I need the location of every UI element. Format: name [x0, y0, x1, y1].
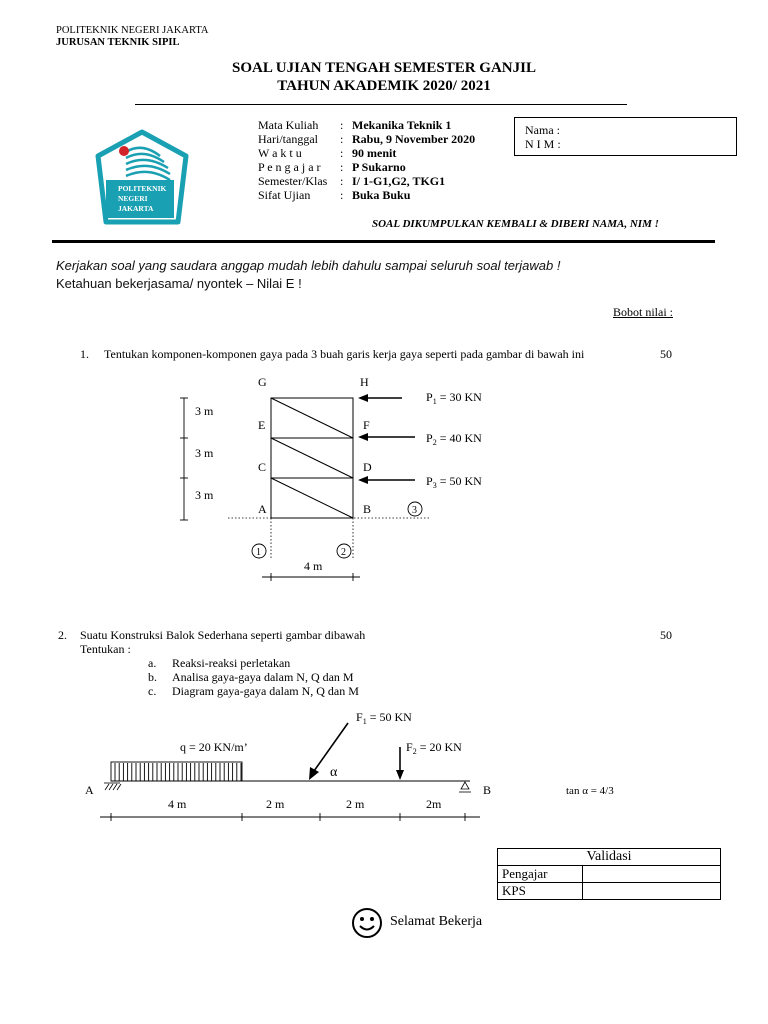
exam-info-label: Sifat Ujian	[258, 188, 311, 202]
marker-1: 1	[256, 547, 261, 558]
q2-prompt: Tentukan :	[80, 642, 131, 656]
submission-note: SOAL DIKUMPULKAN KEMBALI & DIBERI NAMA, NIM !	[372, 218, 659, 230]
q2-item-b-marker: b.	[148, 670, 157, 684]
exam-info-row	[258, 188, 410, 202]
q2-item-c: Diagram gaya-gaya dalam N, Q dan M	[172, 684, 359, 698]
dim-v-1: 3 m	[195, 404, 214, 418]
instruction-line-1: Kerjakan soal yang saudara anggap mudah lebih dahulu sampai seluruh soal terjawab !	[56, 258, 561, 273]
header-divider	[52, 240, 715, 243]
exam-info-colon: :	[340, 132, 344, 146]
q2-item-b: Analisa gaya-gaya dalam N, Q dan M	[172, 670, 354, 684]
exam-info-value: P Sukarno	[352, 160, 406, 174]
exam-info-label: W a k t u	[258, 146, 302, 160]
exam-info-row	[258, 118, 451, 132]
dim-v-3: 3 m	[195, 488, 214, 502]
student-id-box[interactable]	[514, 117, 737, 156]
exam-info-colon: :	[340, 174, 344, 188]
force-p2: $P_2 = 40$ KN	[426, 431, 482, 447]
closing-text: Selamat Bekerja	[390, 914, 483, 929]
horizontal-dimension	[262, 573, 360, 581]
logo-text-1: POLITEKNIK	[118, 184, 167, 193]
force-p1: $P_1 = 30$ KN	[426, 390, 482, 406]
exam-info-label: Hari/tanggal	[258, 132, 318, 146]
validation-title: Validasi	[498, 849, 721, 866]
node-g: G	[258, 375, 267, 389]
marker-3: 3	[412, 505, 417, 516]
logo-text-2: NEGERI	[118, 194, 148, 203]
validation-signature-kps[interactable]	[583, 883, 721, 900]
exam-info-row	[258, 146, 396, 160]
node-f: F	[363, 418, 370, 432]
logo-red-dot-icon	[119, 146, 129, 156]
exam-info-row	[258, 160, 406, 174]
weight-label: Bobot nilai :	[613, 305, 673, 319]
exam-info-row	[258, 174, 445, 188]
validation-signature-pengajar[interactable]	[583, 866, 721, 883]
exam-info-colon: :	[340, 160, 344, 174]
exam-title: SOAL UJIAN TENGAH SEMESTER GANJIL	[232, 60, 536, 76]
force-p3: $P_3 = 50$ KN	[426, 474, 482, 490]
q2-score: 50	[660, 628, 672, 642]
q1-score: 50	[660, 347, 672, 361]
nim-label: N I M :	[525, 137, 561, 151]
logo-text-3: JAKARTA	[118, 204, 154, 213]
span-2: 2 m	[266, 797, 285, 811]
exam-info-label: Semester/Klas	[258, 174, 328, 188]
exam-info-value: Rabu, 9 November 2020	[352, 132, 476, 146]
exam-info-value: I/ 1-G1,G2, TKG1	[352, 174, 446, 188]
exam-info-value: Mekanika Teknik 1	[352, 118, 452, 132]
title-divider	[135, 104, 627, 105]
force-f1-arrow	[314, 723, 348, 771]
dim-h: 4 m	[304, 559, 323, 573]
node-b: B	[363, 502, 372, 516]
exam-info-value: Buka Buku	[352, 188, 411, 202]
q1-number: 1.	[80, 347, 89, 361]
exam-info-colon: :	[340, 118, 344, 132]
truss-figure	[170, 370, 500, 585]
q-load-label: q = 20 KN/m’	[180, 740, 248, 754]
validation-row-pengajar: Pengajar	[498, 866, 583, 883]
exam-info-label: P e n g a j a r	[258, 160, 321, 174]
support-a-label: A	[85, 783, 94, 797]
dim-v-2: 3 m	[195, 446, 214, 460]
vertical-dimension	[180, 398, 188, 520]
q2-item-a: Reaksi-reaksi perletakan	[172, 656, 291, 670]
instruction-line-2: Ketahuan bekerjasama/ nyontek – Nilai E !	[56, 276, 302, 291]
q2-number: 2.	[58, 628, 67, 642]
support-b-icon	[459, 782, 471, 792]
node-e: E	[258, 418, 266, 432]
tan-alpha-label: tan α = 4/3	[566, 785, 614, 797]
force-f1: $F_1 = 50$ KN	[356, 710, 412, 726]
logo-waves-icon	[126, 148, 170, 180]
institution-name: POLITEKNIK NEGERI JAKARTA	[56, 25, 209, 36]
force-f2: $F_2 = 20$ KN	[406, 740, 462, 756]
alpha-label: α	[330, 765, 338, 780]
node-d: D	[363, 460, 372, 474]
smiley-icon	[351, 907, 383, 939]
validation-table	[497, 848, 721, 900]
department-name: JURUSAN TEKNIK SIPIL	[56, 37, 180, 48]
span-4: 2m	[426, 797, 442, 811]
node-h: H	[360, 375, 369, 389]
exam-info-row	[258, 132, 475, 146]
marker-2: 2	[341, 547, 346, 558]
exam-info-label: Mata Kuliah	[258, 118, 319, 132]
name-label: Nama :	[525, 123, 560, 137]
span-3: 2 m	[346, 797, 365, 811]
span-1: 4 m	[168, 797, 187, 811]
support-a-icon	[104, 783, 121, 790]
q2-text: Suatu Konstruksi Balok Sederhana seperti gambar dibawah	[80, 628, 366, 642]
beam-figure	[80, 705, 640, 825]
academic-year: TAHUN AKADEMIK 2020/ 2021	[277, 78, 491, 94]
exam-info-colon: :	[340, 188, 344, 202]
distributed-load	[111, 762, 242, 781]
node-a: A	[258, 502, 267, 516]
pnj-logo	[88, 128, 196, 228]
force-f1-arrowhead	[309, 767, 319, 780]
beam-dimension	[100, 813, 480, 821]
q1-text: Tentukan komponen-komponen gaya pada 3 buah garis kerja gaya seperti pada gambar di bawah ini	[104, 347, 585, 361]
q2-item-c-marker: c.	[148, 684, 157, 698]
q2-item-a-marker: a.	[148, 656, 157, 670]
exam-info-value: 90 menit	[352, 146, 397, 160]
exam-info-colon: :	[340, 146, 344, 160]
validation-row-kps: KPS	[498, 883, 583, 900]
support-b-label: B	[483, 783, 492, 797]
node-c: C	[258, 460, 267, 474]
truss-members	[271, 398, 353, 518]
force-f2-arrowhead	[396, 770, 404, 780]
